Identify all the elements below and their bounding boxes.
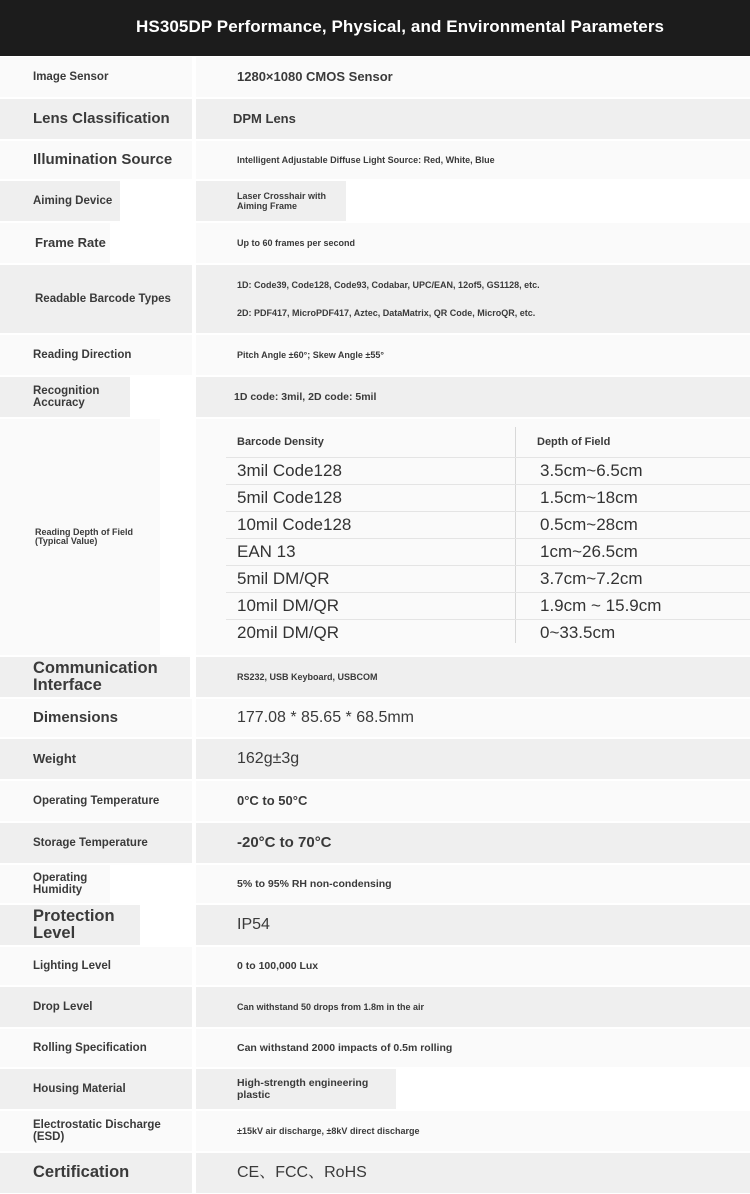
spec-value: 177.08 * 85.65 * 68.5mm xyxy=(196,699,750,737)
spec-value: DPM Lens xyxy=(196,99,750,139)
dof-row xyxy=(226,457,750,484)
spec-row-lighting-level xyxy=(0,946,750,986)
spec-row-protection-level xyxy=(0,904,750,946)
spec-value: Laser Crosshair with Aiming Frame xyxy=(196,181,346,221)
spec-value: High-strength engineering plastic xyxy=(196,1069,396,1109)
depth-of-field-table xyxy=(196,419,750,655)
spec-label: Communication Interface xyxy=(0,657,190,697)
spec-label: Aiming Device xyxy=(0,181,120,221)
spec-value: 1280×1080 CMOS Sensor xyxy=(196,57,750,97)
spec-label: Illumination Source xyxy=(0,141,192,179)
spec-value: RS232, USB Keyboard, USBCOM xyxy=(196,657,750,697)
dof-row xyxy=(226,538,750,565)
barcode-types-1d: 1D: Code39, Code128, Code93, Codabar, UPC/EAN, 12of5, GS1128, etc. xyxy=(237,279,540,290)
barcode-types-2d: 2D: PDF417, MicroPDF417, Aztec, DataMatrix, QR Code, MicroQR, etc. xyxy=(237,308,536,318)
spec-value xyxy=(196,265,750,333)
spec-row-image-sensor xyxy=(0,56,750,98)
spec-row-lens-classification xyxy=(0,98,750,140)
dof-depth: 0.5cm~28cm xyxy=(540,515,638,534)
spec-value: Intelligent Adjustable Diffuse Light Source: Red, White, Blue xyxy=(196,141,750,179)
spec-value: 0°C to 50°C xyxy=(196,781,750,821)
spec-row-illumination-source xyxy=(0,140,750,180)
spec-label: Drop Level xyxy=(0,987,192,1027)
spec-label: Readable Barcode Types xyxy=(0,265,192,333)
spec-row-operating-temperature xyxy=(0,780,750,822)
spec-row-dimensions xyxy=(0,698,750,738)
spec-value: -20°C to 70°C xyxy=(196,823,750,863)
dof-depth: 3.7cm~7.2cm xyxy=(540,569,643,588)
dof-row xyxy=(226,619,750,646)
dof-header-density: Barcode Density xyxy=(237,436,324,448)
spec-label: Recognition Accuracy xyxy=(0,377,130,417)
dof-row xyxy=(226,484,750,511)
spec-row-readable-barcode-types xyxy=(0,264,750,334)
dof-density: 20mil DM/QR xyxy=(237,623,340,642)
spec-value: Can withstand 2000 impacts of 0.5m rolling xyxy=(196,1029,750,1067)
dof-density: 5mil Code128 xyxy=(237,488,342,507)
spec-label: Protection Level xyxy=(0,905,140,945)
spec-value: 1D code: 3mil, 2D code: 5mil xyxy=(196,377,750,417)
spec-label: Rolling Specification xyxy=(0,1029,192,1067)
spec-label: Electrostatic Discharge (ESD) xyxy=(0,1111,192,1151)
spec-value: CE、FCC、RoHS xyxy=(196,1153,750,1193)
spec-value: IP54 xyxy=(196,905,750,945)
spec-value: Pitch Angle ±60°; Skew Angle ±55° xyxy=(196,335,750,375)
spec-label: Reading Depth of Field (Typical Value) xyxy=(0,419,160,655)
page-header xyxy=(0,0,750,56)
dof-depth: 1.5cm~18cm xyxy=(540,488,638,507)
spec-table xyxy=(0,56,750,1194)
spec-label: Image Sensor xyxy=(0,57,192,97)
spec-row-drop-level xyxy=(0,986,750,1028)
spec-row-housing-material xyxy=(0,1068,750,1110)
spec-row-rolling-specification xyxy=(0,1028,750,1068)
dof-header-depth: Depth of Field xyxy=(537,436,611,448)
spec-row-reading-direction xyxy=(0,334,750,376)
dof-density: 5mil DM/QR xyxy=(237,569,330,588)
spec-value: Up to 60 frames per second xyxy=(196,223,750,263)
spec-label: Frame Rate xyxy=(0,223,110,263)
spec-row-reading-depth-of-field xyxy=(0,418,750,656)
spec-value: 5% to 95% RH non-condensing xyxy=(196,865,750,903)
spec-row-weight xyxy=(0,738,750,780)
spec-label: Weight xyxy=(0,739,192,779)
dof-depth: 0~33.5cm xyxy=(540,623,616,642)
spec-row-communication-interface xyxy=(0,656,750,698)
spec-value: 0 to 100,000 Lux xyxy=(196,947,750,985)
spec-row-recognition-accuracy xyxy=(0,376,750,418)
dof-density: 10mil Code128 xyxy=(237,515,352,534)
dof-row xyxy=(226,511,750,538)
spec-label: Dimensions xyxy=(0,699,192,737)
spec-value: Can withstand 50 drops from 1.8m in the air xyxy=(196,987,750,1027)
spec-row-storage-temperature xyxy=(0,822,750,864)
dof-depth: 1cm~26.5cm xyxy=(540,542,638,561)
spec-row-frame-rate xyxy=(0,222,750,264)
dof-depth: 3.5cm~6.5cm xyxy=(540,461,643,480)
dof-row xyxy=(226,592,750,619)
dof-density: 10mil DM/QR xyxy=(237,596,340,615)
spec-label: Reading Direction xyxy=(0,335,192,375)
spec-label: Certification xyxy=(0,1153,192,1193)
spec-label: Housing Material xyxy=(0,1069,192,1109)
dof-depth: 1.9cm ~ 15.9cm xyxy=(540,596,662,615)
spec-row-certification xyxy=(0,1152,750,1194)
dof-density: EAN 13 xyxy=(237,542,296,561)
dof-density: 3mil Code128 xyxy=(237,461,342,480)
spec-row-esd xyxy=(0,1110,750,1152)
spec-value: ±15kV air discharge, ±8kV direct discharge xyxy=(196,1111,750,1151)
spec-label: Lighting Level xyxy=(0,947,192,985)
spec-label: Lens Classification xyxy=(0,99,192,139)
spec-label: Storage Temperature xyxy=(0,823,192,863)
spec-row-aiming-device xyxy=(0,180,750,222)
dof-row xyxy=(226,565,750,592)
page-title: HS305DP Performance, Physical, and Environmental Parameters xyxy=(136,17,665,36)
spec-label: Operating Temperature xyxy=(0,781,192,821)
spec-value: 162g±3g xyxy=(196,739,750,779)
spec-row-operating-humidity xyxy=(0,864,750,904)
spec-label: Operating Humidity xyxy=(0,865,110,903)
